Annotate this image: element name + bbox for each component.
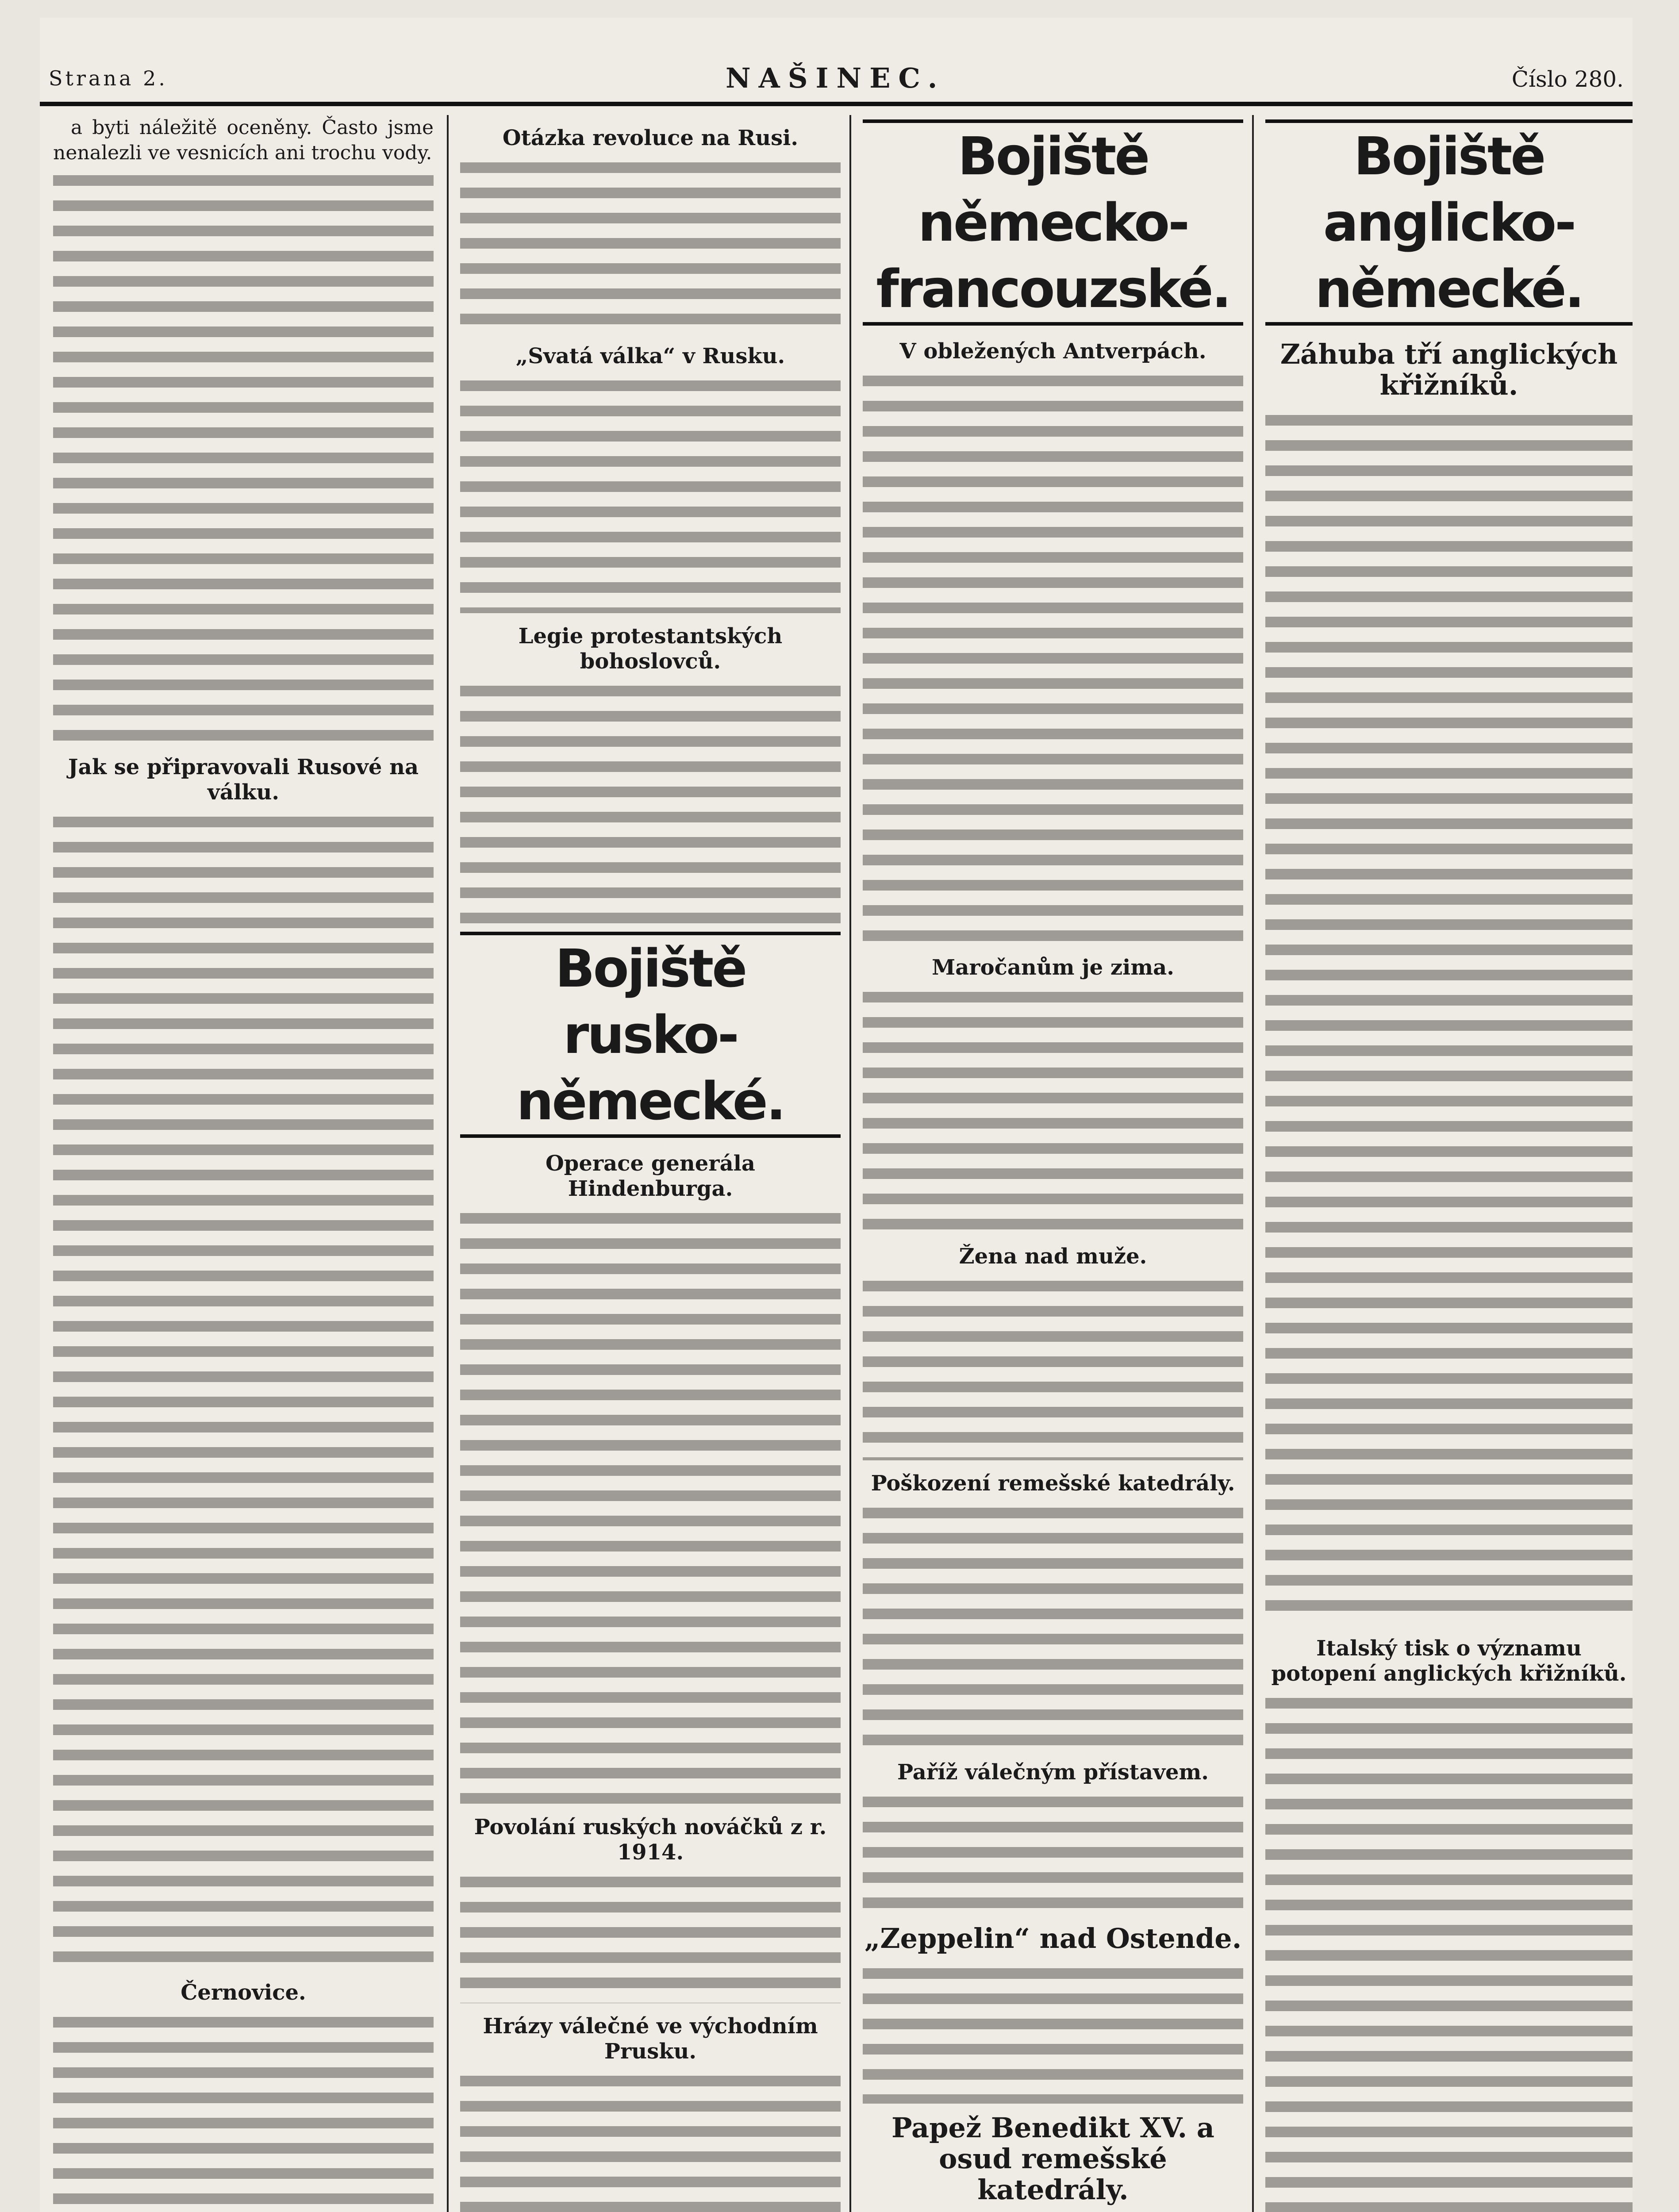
text-block — [1265, 409, 1633, 1625]
text-block — [460, 1207, 841, 1804]
text-block — [863, 1275, 1243, 1460]
section-heading: Legie protestantských bohoslovců. — [518, 624, 783, 674]
text-block — [460, 156, 841, 333]
text-block — [53, 810, 434, 1970]
col1-intro: a byti náležitě oceněny. Často jsme nenalezli ve vesnicích ani trochu vody. — [53, 116, 434, 164]
page-label: Strana 2. — [49, 66, 168, 90]
column-1 — [53, 115, 434, 2212]
section-heading: „Svatá válka“ v Rusku. — [515, 344, 785, 369]
section-heading: Jak se připravovali Rusové na válku. — [68, 755, 419, 805]
text-block — [863, 1962, 1243, 2104]
column-rule — [849, 115, 851, 2212]
page-header — [40, 53, 1633, 106]
section-heading: Žena nad muže. — [959, 1244, 1147, 1269]
text-block — [53, 169, 434, 744]
text-block — [1265, 1692, 1633, 2212]
text-block — [53, 2011, 434, 2212]
section-heading: Papež Benedikt XV. a osud remešské katedrály. — [891, 2112, 1214, 2206]
newspaper-page — [40, 18, 1633, 2212]
headline: Bojiště německo-francouzské. — [863, 119, 1243, 326]
section-heading: V obležených Antverpách. — [899, 339, 1206, 364]
column-3 — [863, 115, 1243, 2212]
text-block — [863, 1790, 1243, 1914]
column-2 — [460, 115, 841, 2212]
column-4 — [1265, 115, 1633, 2212]
section-heading: Záhuba tří anglických křižníků. — [1280, 338, 1618, 401]
headline: Bojiště rusko-německé. — [460, 932, 841, 1138]
headline: Bojiště anglicko-německé. — [1265, 119, 1633, 326]
masthead-title: NAŠINEC. — [726, 62, 945, 94]
section-heading: Italský tisk o významu potopení anglických křižníků. — [1271, 1636, 1627, 1686]
text-block — [460, 680, 841, 927]
section-heading: Otázka revoluce na Rusi. — [502, 126, 799, 150]
text-block — [863, 369, 1243, 945]
section-heading: Černovice. — [181, 1980, 306, 2005]
column-rule — [447, 115, 449, 2212]
text-block — [863, 986, 1243, 1233]
text-block — [460, 2070, 841, 2212]
text-block — [460, 1870, 841, 2003]
section-heading: „Zeppelin“ nad Ostende. — [864, 1922, 1242, 1955]
text-block — [460, 374, 841, 613]
text-block — [863, 1502, 1243, 1749]
section-heading: Poškození remešské katedrály. — [871, 1471, 1235, 1496]
section-heading: Maročanům je zima. — [932, 955, 1174, 980]
section-heading: Operace generála Hindenburga. — [545, 1151, 756, 1201]
column-rule — [1252, 115, 1254, 2212]
section-heading: Povolání ruských nováčků z r. 1914. — [474, 1815, 827, 1865]
section-heading: Paříž válečným přístavem. — [897, 1760, 1209, 1785]
issue-number: Číslo 280. — [1511, 66, 1624, 92]
section-heading: Hrázy válečné ve východním Prusku. — [483, 2014, 818, 2064]
